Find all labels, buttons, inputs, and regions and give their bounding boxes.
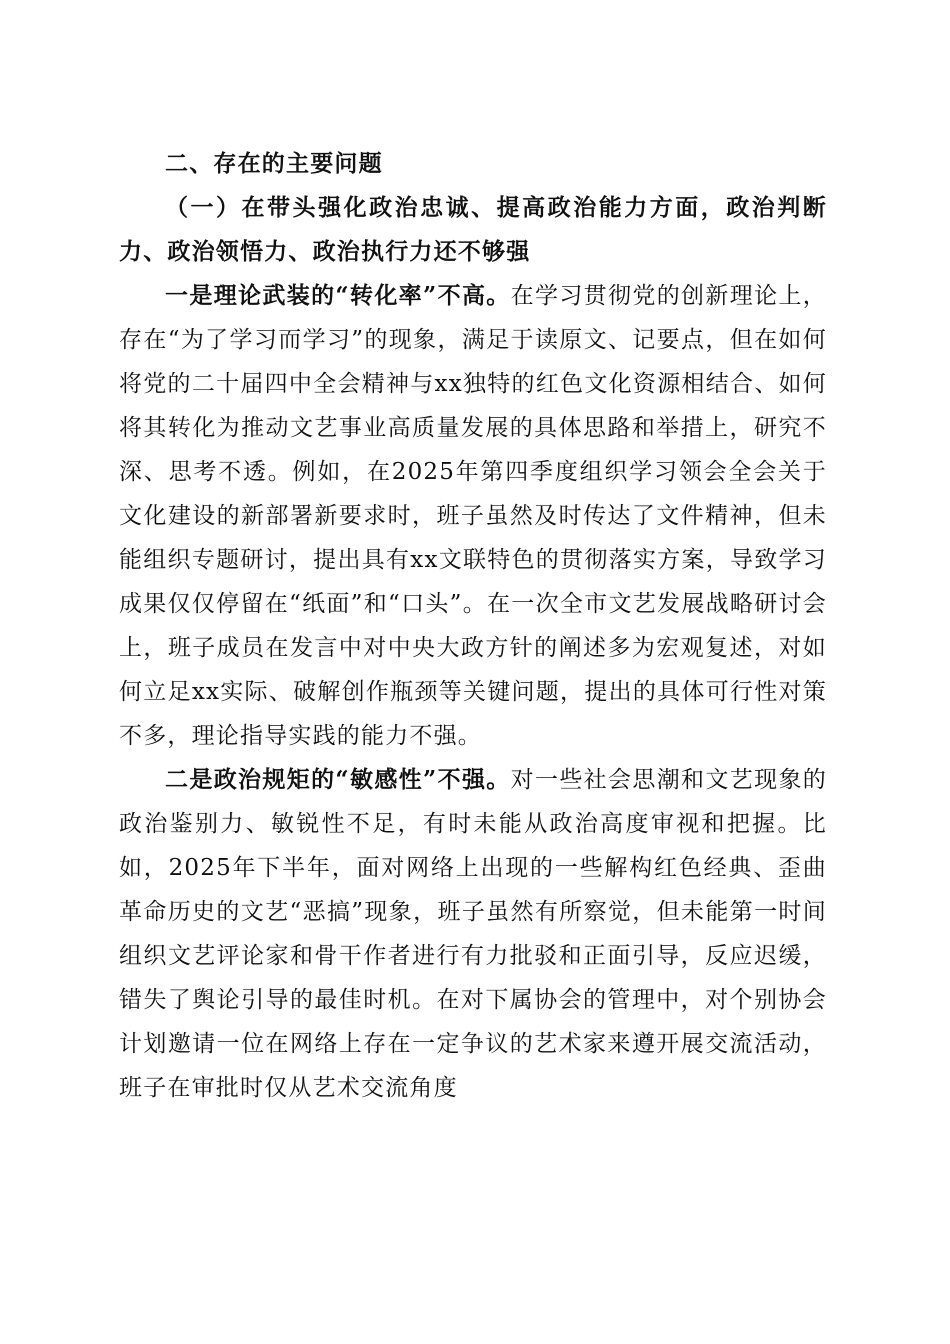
paragraph-1-lead: 一是理论武装的“转化率”不高。 <box>165 282 511 309</box>
paragraph-2 <box>119 758 827 1110</box>
document-body <box>119 142 827 1110</box>
paragraph-2-lead: 二是政治规矩的“敏感性”不强。 <box>165 766 511 793</box>
paragraph-2-body: 对一些社会思潮和文艺现象的政治鉴别力、敏锐性不足，有时未能从政治高度审视和把握。比如，2025年下半年，面对网络上出现的一些解构红色经典、歪曲革命历史的文艺“恶搞”现象，班子虽然有所察觉，但未能第一时间组织文艺评论家和骨干作者进行有力批驳和正面引导，反应迟缓，错失了舆论引导的最佳时机。在对下属协会的管理中，对个别协会计划邀请一位在网络上存在一定争议的艺术家来遵开展交流活动，班子在审批时仅从艺术交流角度 <box>119 767 827 1101</box>
paragraph-1-body: 在学习贯彻党的创新理论上，存在“为了学习而学习”的现象，满足于读原文、记要点，但在如何将党的二十届四中全会精神与xx独特的红色文化资源相结合、如何将其转化为推动文艺事业高质量发展的具体思路和举措上，研究不深、思考不透。例如，在2025年第四季度组织学习领会全会关于文化建设的新部署新要求时，班子虽然及时传达了文件精神，但未能组织专题研讨，提出具有xx文联特色的贯彻落实方案，导致学习成果仅仅停留在“纸面”和“口头”。在一次全市文艺发展战略研讨会上，班子成员在发言中对中央大政方针的阐述多为宏观复述，对如何立足xx实际、破解创作瓶颈等关键问题，提出的具体可行性对策不多，理论指导实践的能力不强。 <box>119 283 827 749</box>
paragraph-1 <box>119 274 827 758</box>
sub-heading: （一）在带头强化政治忠诚、提高政治能力方面，政治判断力、政治领悟力、政治执行力还不够强 <box>119 194 827 265</box>
section-heading: 二、存在的主要问题 <box>165 151 383 177</box>
